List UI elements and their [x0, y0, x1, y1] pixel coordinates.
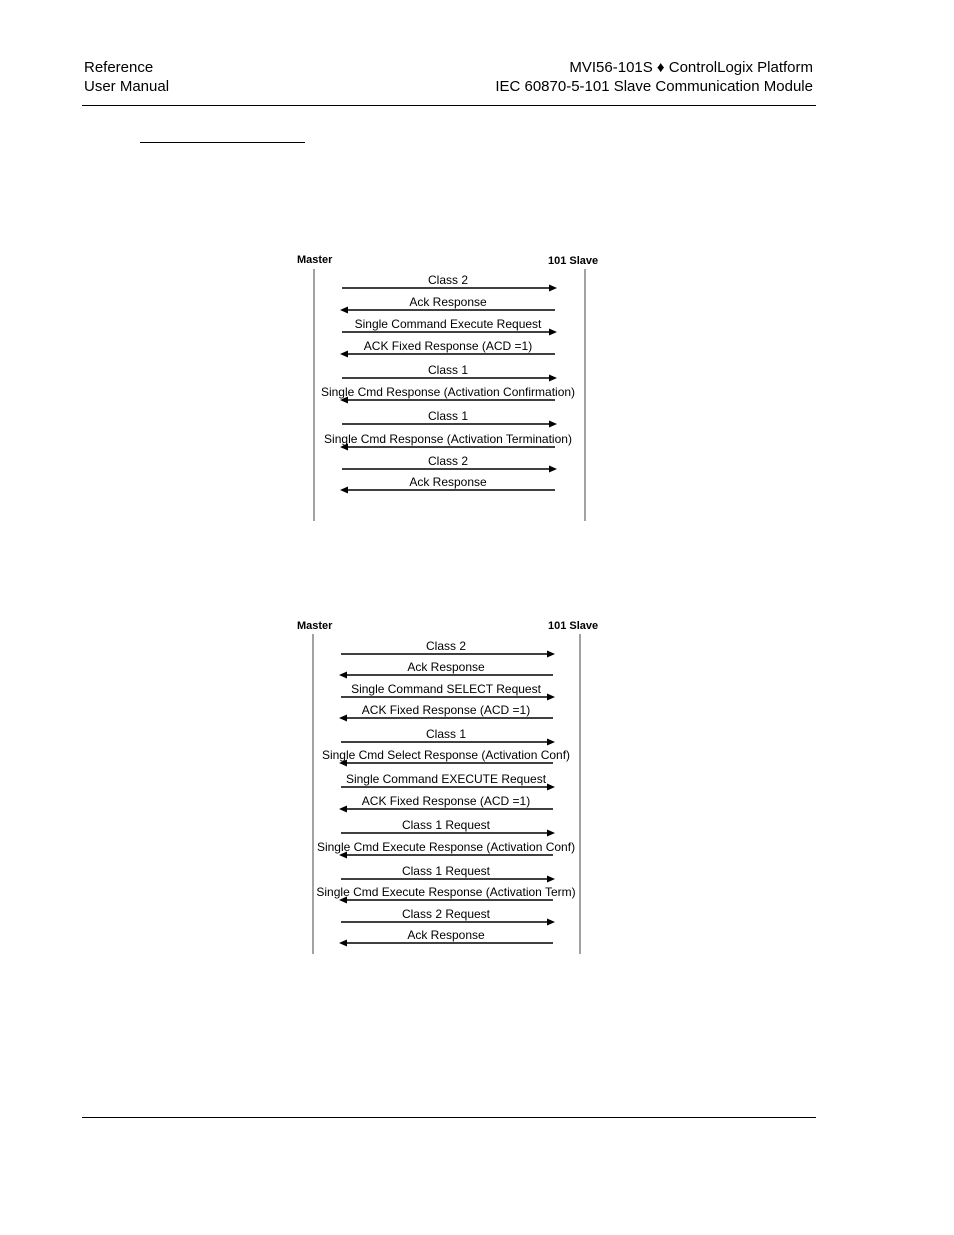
message-label: Single Cmd Execute Response (Activation Term): [316, 885, 576, 899]
arrowhead: [547, 651, 555, 658]
message-label: Class 1: [427, 409, 469, 423]
message-label: Ack Response: [409, 475, 487, 489]
message-label: Single Command SELECT Request: [351, 682, 541, 696]
message-label: Class 2: [425, 639, 467, 653]
message-label: Single Cmd Response (Activation Termination): [324, 432, 572, 446]
arrowhead: [547, 830, 555, 837]
master-label: Master: [297, 254, 333, 266]
message-label: Class 2: [427, 273, 469, 287]
slave-label: 101 Slave: [548, 255, 599, 267]
header-product: MVI56-101S ♦ ControlLogix Platform: [569, 59, 813, 76]
arrowhead: [547, 694, 555, 701]
slave-label: 101 Slave: [548, 620, 599, 632]
header-doc-type: User Manual: [84, 78, 170, 95]
message-label: Class 2: [427, 454, 469, 468]
message-label: Class 2 Request: [401, 907, 491, 921]
arrowhead: [547, 739, 555, 746]
header-section-title: Reference: [84, 59, 154, 76]
arrowhead: [547, 784, 555, 791]
message-label: Ack Response: [407, 928, 485, 942]
message-label: Single Cmd Response (Activation Confirmation): [320, 385, 576, 399]
message-label: Single Cmd Execute Response (Activation Conf): [316, 840, 576, 854]
message-label: ACK Fixed Response (ACD =1): [363, 339, 533, 353]
arrowhead: [339, 806, 347, 813]
message-label: Ack Response: [407, 660, 485, 674]
arrowhead: [547, 876, 555, 883]
message-label: Class 1: [425, 727, 467, 741]
arrowhead: [547, 919, 555, 926]
message-label: ACK Fixed Response (ACD =1): [361, 703, 531, 717]
message-label: Class 1 Request: [401, 818, 491, 832]
arrowhead: [339, 940, 347, 947]
message-label: Class 1 Request: [401, 864, 491, 878]
header-module: IEC 60870-5-101 Slave Communication Module: [495, 78, 813, 95]
message-label: Single Command EXECUTE Request: [345, 772, 547, 786]
message-label: ACK Fixed Response (ACD =1): [361, 794, 531, 808]
message-label: Single Command Execute Request: [354, 317, 542, 331]
message-label: Class 1: [427, 363, 469, 377]
message-label: Ack Response: [409, 295, 487, 309]
message-label: Single Cmd Select Response (Activation Conf): [321, 748, 571, 762]
arrowhead: [339, 672, 347, 679]
arrowhead: [339, 715, 347, 722]
master-label: Master: [297, 620, 333, 632]
footer-rule: [82, 1117, 816, 1118]
